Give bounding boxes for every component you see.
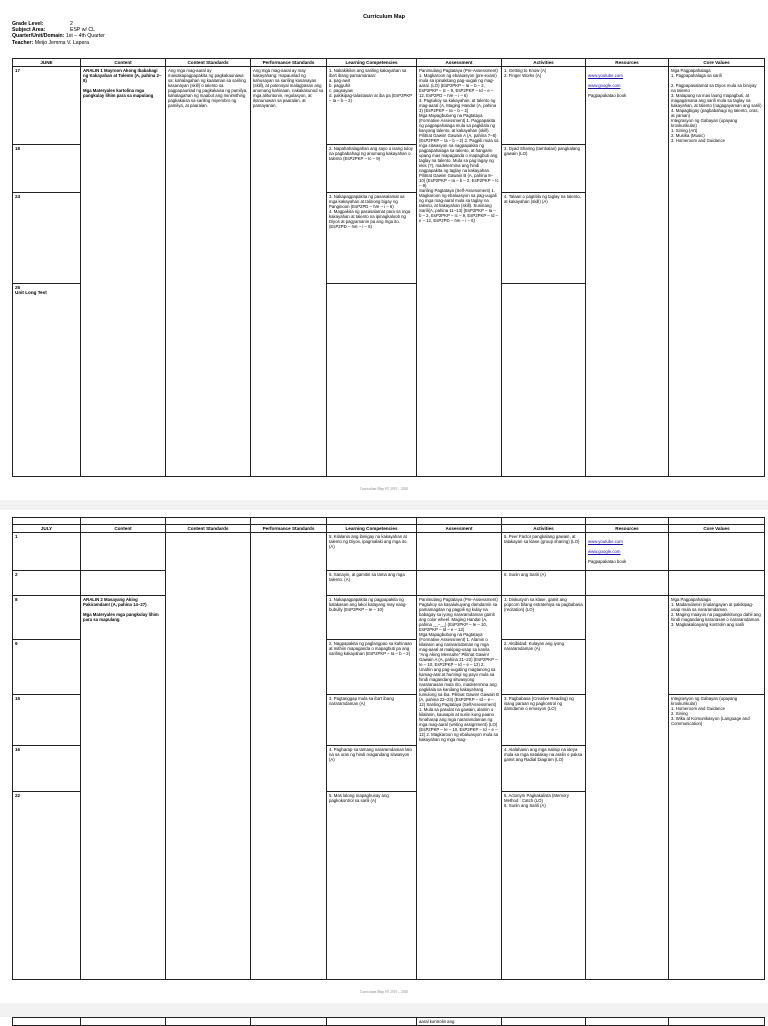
performance-standards-header: Performance Standards [251,525,327,533]
youtube-link[interactable]: www.youtube.com [588,73,623,78]
assessment-cell [417,533,502,571]
learning-competencies-header: Learning Competencies [327,525,417,533]
june-table [12,58,765,477]
google-link[interactable]: www.google.com [588,549,621,554]
quarter-label: Quarter/Unit/Domain: [12,33,65,40]
blank-cell [586,1018,669,1026]
core-values-cell: Mga Pagpapahalaga 1. Madamdamin (inalangayan at pakikipag-usap mula sa nararamdaman. 2. Maging maayos na pagpakikitungo dahil ang hindi magandang karanasan o nararamdaman. 3. Magkakaloayang kontrolin ang sarili [669,596,765,695]
blank-cell [502,518,586,525]
activities-header: Activities [502,525,586,533]
activity-cell: 5. Actonym Pagkakalista (Memory Method : Catch (LO) 6. Suriin ang Sarili (A) [502,792,586,980]
teacher-label: Teacher: [12,39,34,46]
youtube-link[interactable]: www.youtube.com [588,539,623,544]
content-text: ARALIN 2 Masayang Aking Pakiramdam! (A, pahina 14–27) Mga Materyales mga pangkulay lihim para sa mapulang [83,597,159,622]
assessment-header: Assessment [417,59,502,67]
google-link[interactable]: www.google.com [588,83,621,88]
core-values-cell: Mga Pagpapahalaga 1. Pagpapahalaga sa sarili 2. Pagpapasalamat sa Diyos mula sa biniyay na talento 3. Matapang na mas laong mapagbuti, at magagamana ang sarili mula sa taglay na kakayahan, at talento (nagagayaman ang sarili) 4. Mapagbigay (pagbabahagi ng talento, oras, at yaman) Integrasyon ng Gabayan (upayang kroskurikular) 1. Sining (Art) 2. Musika (Music) 3. Homeroom and Guidance [669,67,765,477]
resources-cell [586,596,669,980]
learning-competency-cell: 5. Mas lalong mapaghusay ang pagkokontrol sa sarili (A) [327,792,417,980]
blank-cell [669,1018,765,1026]
month-header: JULY [13,525,81,533]
day-cell: 8 [13,596,81,640]
resource-book: Pagpapakatao book [588,559,627,564]
blank-cell [251,1018,327,1026]
blank-cell [251,518,327,525]
quarter-value: 1st – 4th Quarter [65,33,105,40]
day-cell: 18 [13,145,81,193]
performance-standards-cell: Ang mga mag-aaral ay may kakayahang: mapaunlad ng kahusayan sa sariling kasanayan (skill), at potensyal malagpasan ang anumang kahinaan, nakakasunod sa mga alituntunin, regulasyon, at ikanunuwan sa paaralan, at pamayanan. [251,67,327,477]
learning-competency-cell: 5. Kilalanin ang ibinigay na kakayahan at talento ng Diyos, ipagmalaki ang mga ito. (A) [327,533,417,571]
core-values-header: Core Values [669,59,765,67]
blank-cell [81,518,166,525]
core-values-cell [669,571,765,596]
learning-competency-cell: 2. Napahahalagahan ang sayo o isang tuloy na pagbabahagi ng anumang kakayahan o talento (EsP2PKP – Ic – 9) [327,145,417,193]
assessment-header: Assessment [417,525,502,533]
learning-competencies-header: Learning Competencies [327,59,417,67]
activity-cell: 3. Pagbabasa (Creative Reading) ng isang paraan ng pagkontrol ng damdamin o emosyon (LO) [502,695,586,746]
assessment-cell: Panimulang Pagtataya (Pre-Assessment) Pagtukoy sa kasalukuyang damdamin sa pamamagitan ng pagpili ng kulay na babagay sa iyong nararamdaman gamit ang color wheel. Maging Handa! (A, pahina __–__) (EsP2PKP – Ie – 10, EsP2PKP – Id – e – 12) Mga Mapagbubong na Pagtataya (Formative Assessment) 1. Alamin o kilalanin ang nararamdaman ng mga mag-aaral at makipag-usap sa kanila "Ang Aking Mensahe" Pilitnat Gawin! Gawain A (A, pahina 21–22) (EsP2PKP – Ie – 10, EsP2PKP – Id – e – 12) 2. Unahin ang pag-uugaling magtanong sa kamag-aral at humingi ng payo mula sa hindi magandang sitwasyong nararanasan mula rito, madetermina ang pagkilala sa kanilang kakayahang tumulong sa iba. Pilitnat Gawin! Gawain B (A, pahina 22–23) (EsP2PKP – Id – e – 12) Sariling Pagtataya (SelfAssessment) 1. Mula sa pasulat na gawain, alamin o kilalanin, kausapin at suriin kung paano hinaharap ang mga nararamdaman ng mga mag-aaral (writing assignment) (LO) (EsP2PKP – Ie – 10, EsP2PKP – Id – e – 12) 2. Magkaroon ng ebaluasyon mula sa kakayahan ng mga mag- [417,596,502,980]
next-page-table [12,1017,765,1026]
activity-cell: 1. Getting to Know (A) 2. Finger Works (A) [502,67,586,145]
blank-cell [13,1018,81,1026]
content-standards-header: Content Standards [166,525,251,533]
day-cell: 25 Unit Long Test [13,284,81,477]
blank-cell [327,518,417,525]
performance-standards-cell [251,533,327,980]
learning-competency-cell: 6. Sanayin, at gamitin sa tama ang mga talento. (A) [327,571,417,596]
month-header: JUNE [13,59,81,67]
activity-cell: 3. Dyad Sharing (tambalan) pangkalang gawain (LO) [502,145,586,193]
blank-cell [586,518,669,525]
learning-competency-cell: 1. Nakapagpapakita ng pagpapakita ng kalakasan ang lakoi katayang may nang-bubully (EsP2PKP – Ie – 10) [327,596,417,640]
blank-cell [166,518,251,525]
day-cell: 16 [13,746,81,792]
blank-cell [81,1018,166,1026]
blank-cell [669,518,765,525]
teacher-row [12,40,105,46]
teacher-value: Meijo Jemma V. Lapera [34,39,90,46]
activity-cell: 4. Talaan o pagtitila ng taglay na talento, at kakayahan (skill) (A) [502,193,586,284]
content-cell [81,67,166,477]
activity-cell: 4. Alalahanin ang mga nalisip na ideya mula sa mga natalakay na aralin o paksa gamit ang Radial Diagram (LO) [502,746,586,792]
activity-cell: 5. Peer Factor pangkalang gawain, at talakayan sa klase (group sharing) (LO) [502,533,586,571]
day-cell: 15 [13,695,81,746]
blank-cell [13,518,81,525]
activity-cell [502,284,586,477]
july-table [12,517,765,980]
grade-value: 2 [70,21,73,27]
resources-header: Resources [586,59,669,67]
learning-competency-cell: 4. Pagharap sa tamang nararamdaman lalo na sa oras ng hindi magandang sitwasyon (A) [327,746,417,792]
activity-cell: 2. Aktibidad: Kulayan ang iyong nararamdaman (A) [502,640,586,695]
grade-label: Grade Level: [12,21,44,27]
activity-cell: 6. Suriin ang Sarili (A) [502,571,586,596]
learning-competency-cell: 3. Pagtanggap mula sa iba't ibang nararamdaman (A) [327,695,417,746]
day-cell: 17 [13,67,81,145]
document-meta [12,21,105,46]
content-cell [81,596,166,980]
content-header: Content [81,59,166,67]
assessment-cell: Panimulang Pagtataya (Pre-Assessment) 1. Magkaroon ng ebaluasyon (pre-exam) mula sa ipinakitang pag-uugali ng mag-aaral. (LO) (EsP2PKP – Ia – b – 2, EsP2PKP – Ic – 9, EsP2PKP – Id – e – 12, EsP2PD – IVe – i – 6) 3. Pagtukoy sa kakayahan, at talento ng mag-aaral (A, Maging Handa! (A, pahina 3) (EsP2PKP – Ia – b – 2) Mga Mapagbubong na Pagtataya (Formative Assessment) 1. Pagpapakita ng pagpapahalaga mula sa pagkilala ng kanyang talento, at kakayahan (skill). Pilitnat Gawin! Gawain A (A, pahina 7–8) (EsP2PKP – Ia – b – 2) 2. Pagpili mula sa mga sitwasyon na nagpapakita ng pagpapahalaga sa talento, at hangarin upang mas mapaganda o mapagbuti ang taglay na talento. Mula sa pag lagay ng ekis (?), madetermina ang hindi nagpapakita ng taglay na kakayahan. Pilitnat Gawin! Gawain B (A, pahina 8–10) (EsP2PKP – Ia – b – 2, EsP2PKP – Ic – 9) Sariling Pagtataya (Self-Assessment) 1. Magkaroon ng ebaluasyon sa pag-uugali ng mga mag-aaral mula sa taglay na talento, at kakayahan (skill). Suriinang Sarili(A, pahina 11–13) (EsP2PKP – Ia – b – 2, EsP2PKP – Ic – 9, EsP2PKP – Id – e – 12, EsP2PD – IVe – i – 6) [417,67,502,477]
activities-header: Activities [502,59,586,67]
learning-competency-cell: 3. Nakapagpapakita ng pasasalamat sa mga kakayahan at talinong bigay ng Panginoon (EsP2PD – IVe – i – 6) 4. Magpakita ng pasasalamat para sa mga kakayahan at talento na ipinagkaloob ng Diyos at pagyamanin pa ang mga ito. (EsP2PD – IVe – i – 6) [327,193,417,284]
blank-cell [327,1018,417,1026]
blank-cell [502,1018,586,1026]
core-values-header: Core Values [669,525,765,533]
day-cell: 9 [13,640,81,695]
learning-competency-cell: 1. Nakakikilos ang sariling kakayahan sa iba't ibang pamamaraan: a. pag-awit b. pagguhit c. pagsayaw d. pakikipag-talastasan at iba pa (EsP2PKP – Ia – b – 2) [327,67,417,145]
content-cell [81,533,166,571]
content-standards-header: Content Standards [166,59,251,67]
page-footer: Curriculum Map SY 2019 – 2020 [359,487,409,491]
learning-competency-cell [327,284,417,477]
learning-competency-cell: 2. Nagpapakita ng paglangpao sa kahinaan at mithiin mapaganda o mapagbuti pa ang sariling kakayahan (EsP2PKP – Ia – b – 2) [327,640,417,695]
day-cell: 2 [13,571,81,596]
content-standards-cell: Ang mga mag-aaral ay maisakapagpapakita ng pagkakaunawa sa: kahalagahan ng kaalaman sa sariling kasanayan (skill) o talento sa pagpapaunlad ng pagkakaisa ng pamilya, kahalagahan ng maabot ang minimithing pagkakaisa sa sariling miyembro ng pamilya, at paaralan. [166,67,251,477]
resources-cell [586,533,669,571]
core-values-cell [669,533,765,571]
day-cell: 1 [13,533,81,571]
assessment-cell [417,571,502,596]
blank-cell [166,1018,251,1026]
resource-book: Pagpapakatao book [588,93,627,98]
content-text: ARALIN 1 Mayroon Akong Ibabahagi ng Kakayahan at Talento (A, pahina 2–8) Mga Materyales kartolina mga pangkulay lihim para sa mapulang [83,68,162,98]
subject-value: ESP w/ CL [70,27,95,34]
content-cell [81,571,166,596]
blank-cell [417,518,502,525]
core-values-cell: Integrasyon ng Gabayan (upayang kroskurikular) 1. Homeroom and Guidance 2. Sining 3. Wika at Komunikasyon (Language and Communication) [669,695,765,980]
activity-cell: 1. Diskusyon sa klase, gamit ang popcorn bilang estratehiya sa pagbabasa (recitation) (LO) [502,596,586,640]
assessment-cell: aaral kontrolin ang [417,1018,502,1026]
content-standards-cell [166,533,251,980]
content-header: Content [81,525,166,533]
day-cell: 22 [13,792,81,980]
day-cell: 24 [13,193,81,284]
page-gap [0,500,768,510]
page-gap [0,1003,768,1017]
subject-label: Subject Area: [12,27,46,34]
performance-standards-header: Performance Standards [251,59,327,67]
resources-header: Resources [586,525,669,533]
page-title: Curriculum Map [363,14,405,20]
resources-cell [586,67,669,477]
resources-cell [586,571,669,596]
page-footer: Curriculum Map SY 2019 – 2020 [359,990,409,994]
